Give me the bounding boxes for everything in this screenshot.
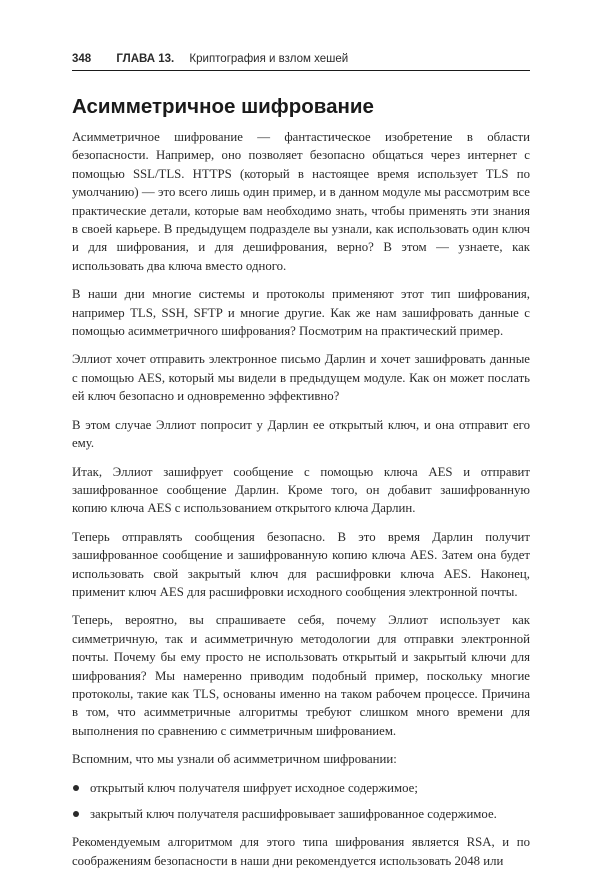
paragraph: Итак, Эллиот зашифрует сообщение с помощью ключа AES и отправит зашифрованное сообщение Дарлин. Кроме того, он добавит зашифрованную копию ключа AES с использованием открытого ключа Дарлин. [72, 464, 530, 516]
paragraph: В наши дни многие системы и протоколы применяют этот тип шифрования, например TLS, SSH, SFTP и многие другие. Как же нам зашифровать данные с помощью асимметричного шифрования? Посмотрим на практический пример. [72, 287, 530, 339]
list-item [72, 779, 530, 797]
paragraph: Эллиот хочет отправить электронное письмо Дарлин и хочет зашифровать данные с помощью AES, который мы видели в предыдущем модуле. Как он может послать ей ключ безопасно и одновременно эффективно? [72, 352, 530, 404]
header-divider [72, 70, 530, 71]
paragraph: В этом случае Эллиот попросит у Дарлин ее открытый ключ, и она отправит его ему. [72, 417, 530, 451]
bullet-icon [73, 811, 79, 817]
chapter-label: ГЛАВА 13. [116, 53, 175, 65]
bullet-list [72, 779, 530, 824]
body-text [72, 128, 530, 880]
section-title: Асимметричное шифрование [72, 95, 374, 118]
paragraph: Вспомним, что мы узнали об асимметричном шифровании: [72, 752, 397, 767]
list-item-text: закрытый ключ получателя расшифровывает зашифрованное содержимое. [90, 807, 497, 821]
list-item-text: открытый ключ получателя шифрует исходное содержимое; [90, 780, 418, 795]
bullet-icon [73, 785, 79, 791]
paragraph: Асимметричное шифрование — фантастическое изобретение в области безопасности. Например, оно позволяет безопасно общаться через интернет с помощью SSL/TLS. HTTPS (который в настоящее время использует TLS по умолчанию) — это всего лишь один пример, и в данном модуле мы рассмотрим все практические детали, которые вам необходимо знать, чтобы применять эти знания в своей карьере. В предыдущем подразделе вы узнали, как использовать один ключ и для шифрования, и для дешифрования, верно? В этом — узнаете, как использовать два ключа вместо одного. [72, 130, 530, 273]
paragraph: Теперь, вероятно, вы спрашиваете себя, почему Эллиот использует как симметричную, так и асимметричную методологии для отправки электронной почты. Почему бы ему просто не использовать открытый и закрытый ключи для шифрования? Мы намеренно приводим подобный пример, поскольку многие протоколы, такие как TLS, основаны именно на таком рабочем процессе. Причина в том, что асимметричные алгоритмы требуют слишком много времени для выполнения по сравнению с симметричным шифрованием. [72, 613, 530, 738]
page-header [72, 50, 530, 68]
paragraph: Теперь отправлять сообщения безопасно. В это время Дарлин получит зашифрованное сообщение и зашифрованную копию ключа AES. Затем она будет использовать свой закрытый ключ для расшифровки ключа AES. Наконец, применит ключ AES для расшифровки исходного сообщения электронной почты. [72, 529, 530, 599]
list-item [72, 805, 530, 823]
page-number: 348 [72, 53, 92, 65]
chapter-title: Криптография и взлом хешей [189, 53, 349, 65]
paragraph: Рекомендуемым алгоритмом для этого типа шифрования является RSA, и по соображениям безопасности в наши дни рекомендуется использовать 2048 или [72, 835, 530, 868]
